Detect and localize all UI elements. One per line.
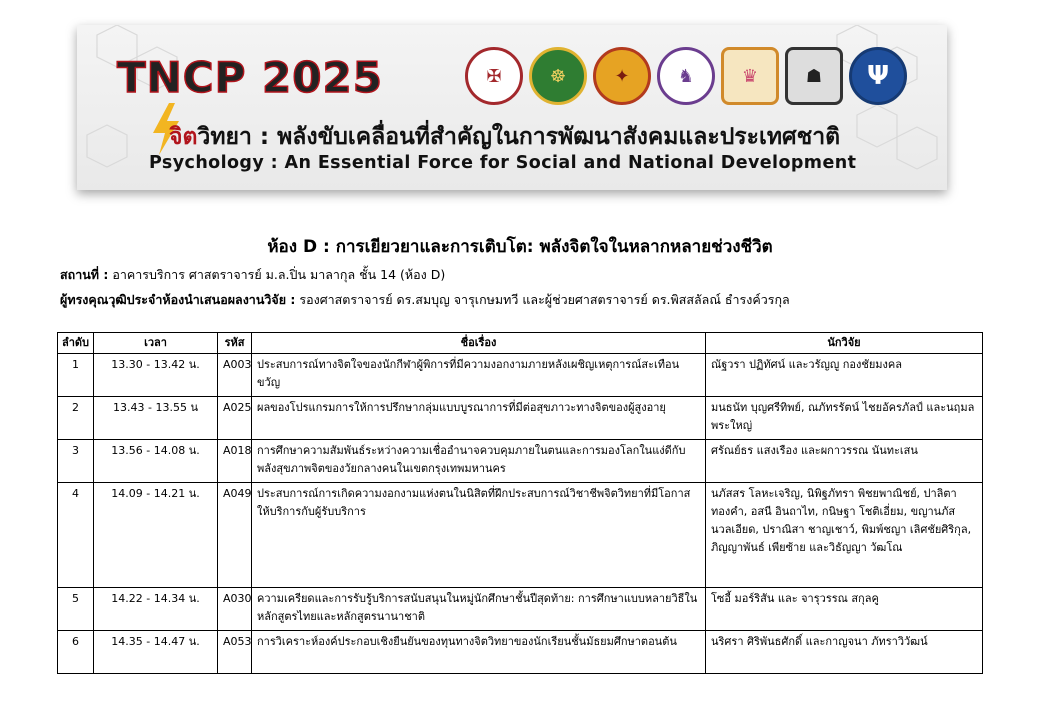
table-header-row: [58, 333, 983, 354]
theme-english: Psychology : An Essential Force for Social and National Development: [149, 153, 857, 173]
table-row: [58, 588, 983, 631]
chairs-label: ผู้ทรงคุณวุฒิประจำห้องนำเสนอผลงานวิจัย :: [60, 292, 296, 307]
conference-banner: [77, 25, 947, 190]
chairs-text: รองศาสตราจารย์ ดร.สมบุญ จารุเกษมทวี และผู้ช่วยศาสตราจารย์ ดร.พิสสลัลณ์ ธำรงค์วรกุล: [299, 292, 790, 307]
chula-emblem-icon: ♛: [721, 47, 779, 105]
cell-researchers: นริศรา ศิริพันธศักดิ์ และกาญจนา ภัทราวิวัฒน์: [706, 631, 983, 674]
cell-no: 3: [58, 440, 94, 483]
header-time: เวลา: [94, 333, 218, 354]
cell-no: 5: [58, 588, 94, 631]
cell-no: 2: [58, 397, 94, 440]
table-row: [58, 440, 983, 483]
golden-seal-icon: ✦: [593, 47, 651, 105]
cell-code: A018: [218, 440, 252, 483]
venue-text: อาคารบริการ ศาสตราจารย์ ม.ล.ปิ่น มาลากุล ชั้น 14 (ห้อง D): [112, 267, 446, 282]
table-row: [58, 483, 983, 588]
university-seal-icon: ✠: [465, 47, 523, 105]
cell-time: 14.22 - 14.34 น.: [94, 588, 218, 631]
purple-elephant-icon: ♞: [657, 47, 715, 105]
cell-researchers: นภัสสร โลหะเจริญ, นิพิฐภัทรา พิชยพาณิชย์, ปาลิตา ทองคำ, อสนี อินถาไท, กนิษฐา โชติเอี่ยม, ขญานภัส นวลเอียด, ปราณิสา ชาญเชาว์, พิมพ์ชญา เลิศชัยศิริกุล, ภิญญาพันธ์ เพียซ้าย และวิธัญญา วัฒโณ: [706, 483, 983, 588]
cell-time: 14.35 - 14.47 น.: [94, 631, 218, 674]
cell-time: 13.43 - 13.55 น: [94, 397, 218, 440]
cell-title: การศึกษาความสัมพันธ์ระหว่างความเชื่ออำนาจควบคุมภายในตนและการมองโลกในแง่ดีกับพลังสุขภาพจิตของวัยกลางคนในเขตกรุงเทพมหานคร: [252, 440, 706, 483]
room-title: ห้อง D : การเยียวยาและการเติบโต: พลังจิตใจในหลากหลายช่วงชีวิต: [267, 237, 773, 257]
cell-researchers: มนธนัท บุญศรีทิพย์, ณภัทรรัตน์ ไชยอัครภัลป์ และนฤมล พระใหญ่: [706, 397, 983, 440]
header-researchers: นักวิจัย: [706, 333, 983, 354]
table-row: [58, 354, 983, 397]
theme-thai-accent: จิต: [169, 124, 198, 150]
cell-code: A003: [218, 354, 252, 397]
cell-researchers: โซอี้ มอร์ริสัน และ จารุวรรณ สกุลคู: [706, 588, 983, 631]
cell-title: ความเครียดและการรับรู้บริการสนับสนุนในหมู่นักศึกษาชั้นปีสุดท้าย: การศึกษาแบบหลายวิธีในหลักสูตรไทยและหลักสูตรนานาชาติ: [252, 588, 706, 631]
chairs-line: [60, 290, 790, 310]
header-code: รหัส: [218, 333, 252, 354]
header-title: ชื่อเรื่อง: [252, 333, 706, 354]
cell-title: ผลของโปรแกรมการให้การปรึกษากลุ่มแบบบูรณาการที่มีต่อสุขภาวะทางจิตของผู้สูงอายุ: [252, 397, 706, 440]
psi-logo-icon: Ψ: [849, 47, 907, 105]
cell-researchers: ณัฐวรา ปฏิทัศน์ และวรัญญู กองชัยมงคล: [706, 354, 983, 397]
cell-code: A025: [218, 397, 252, 440]
header-no: ลำดับ: [58, 333, 94, 354]
table-row: [58, 631, 983, 674]
cell-time: 13.56 - 14.08 น.: [94, 440, 218, 483]
cell-no: 6: [58, 631, 94, 674]
partner-logos: [465, 47, 907, 105]
venue-label: สถานที่ :: [60, 267, 109, 282]
cell-code: A049: [218, 483, 252, 588]
cell-researchers: ศรัณย์ธร แสงเรือง และผกาวรรณ นันทะเสน: [706, 440, 983, 483]
green-emblem-icon: ☸: [529, 47, 587, 105]
bw-emblem-icon: ☗: [785, 47, 843, 105]
venue-line: [60, 265, 445, 285]
cell-title: ประสบการณ์ทางจิตใจของนักกีฬาผู้พิการที่มีความงอกงามภายหลังเผชิญเหตุการณ์สะเทือนขวัญ: [252, 354, 706, 397]
cell-title: ประสบการณ์การเกิดความงอกงามแห่งตนในนิสิตที่ฝึกประสบการณ์วิชาชีพจิตวิทยาที่มีโอกาสให้บริการกับผู้รับบริการ: [252, 483, 706, 588]
cell-no: 1: [58, 354, 94, 397]
table-row: [58, 397, 983, 440]
schedule-table: [57, 332, 983, 674]
cell-code: A030: [218, 588, 252, 631]
cell-time: 14.09 - 14.21 น.: [94, 483, 218, 588]
theme-thai-rest: วิทยา : พลังขับเคลื่อนที่สำคัญในการพัฒนาสังคมและประเทศชาติ: [197, 124, 841, 150]
event-name: TNCP 2025: [117, 53, 383, 102]
cell-code: A053: [218, 631, 252, 674]
cell-time: 13.30 - 13.42 น.: [94, 354, 218, 397]
theme-thai: [169, 119, 840, 155]
cell-no: 4: [58, 483, 94, 588]
cell-title: การวิเคราะห์องค์ประกอบเชิงยืนยันของทุนทางจิตวิทยาของนักเรียนชั้นมัธยมศึกษาตอนต้น: [252, 631, 706, 674]
